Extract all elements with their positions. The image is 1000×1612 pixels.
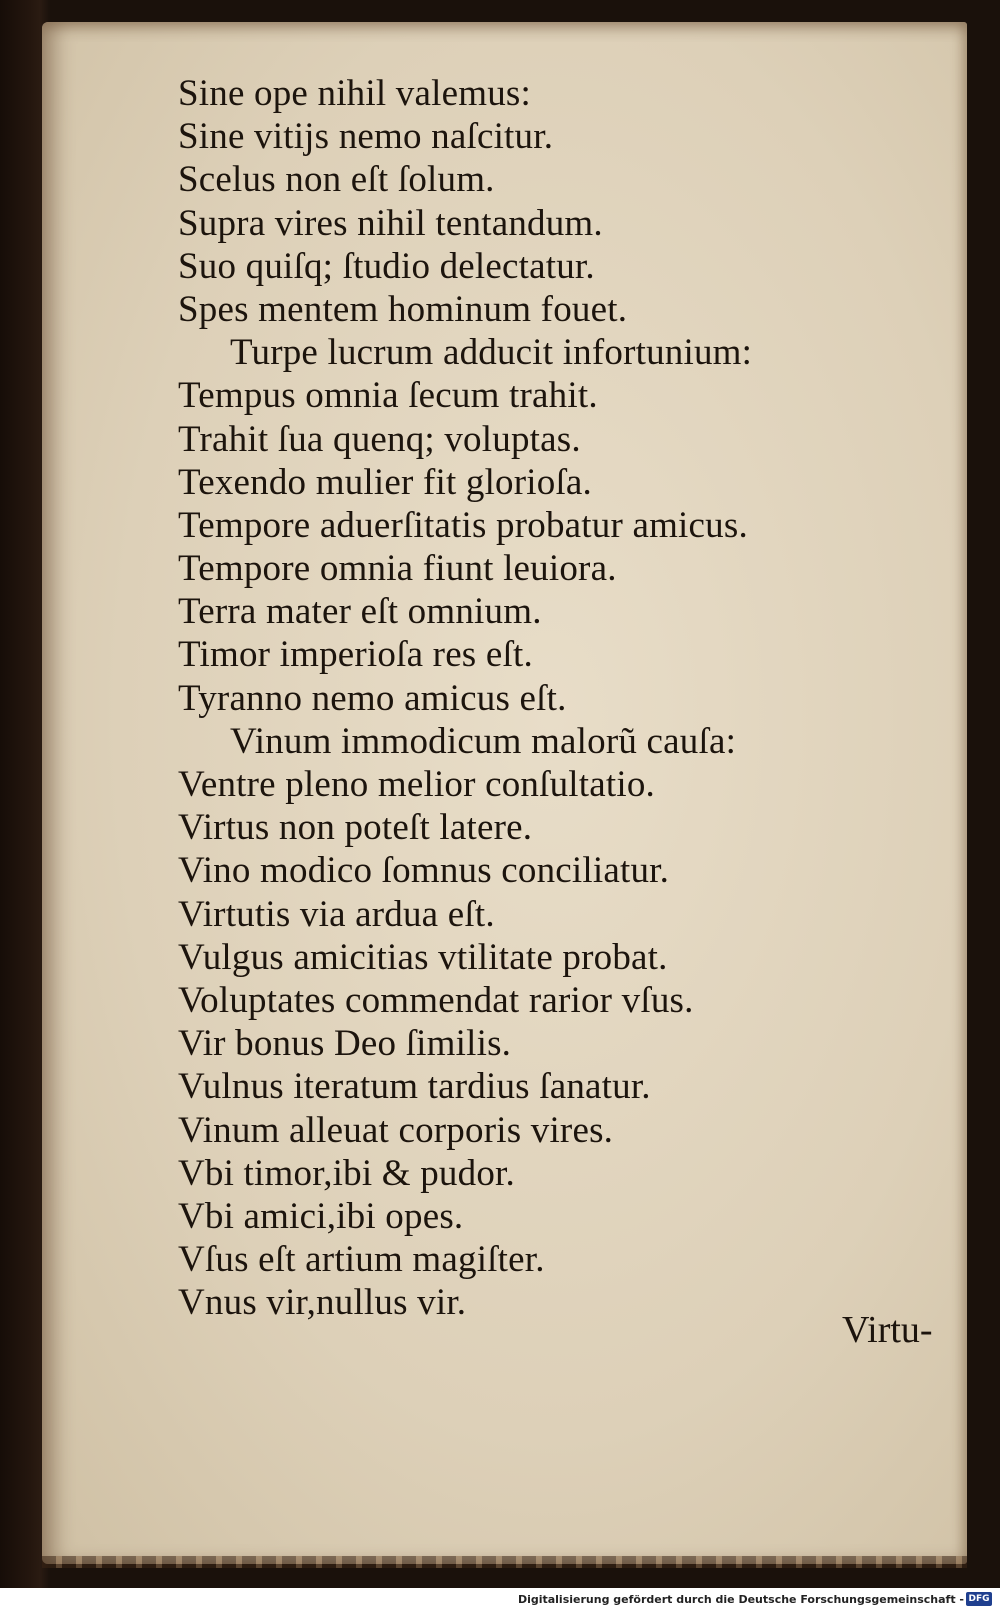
text-line: Virtus non poteſt latere. <box>178 807 533 849</box>
text-line: Vinum alleuat corporis vires. <box>178 1109 614 1151</box>
text-line: Vir bonus Deo ſimilis. <box>178 1023 512 1065</box>
text-line: Sine ope nihil valemus: <box>178 73 531 114</box>
text-line: Virtutis via ardua eſt. <box>178 893 495 935</box>
section-heading-line: Vinum immodicum malorũ cauſa: <box>230 720 737 762</box>
text-line: Texendo mulier fit glorioſa. <box>178 461 593 503</box>
text-line: Vbi amici,ibi opes. <box>178 1195 464 1237</box>
catchword: Virtu- <box>842 1309 933 1351</box>
text-block <box>178 72 898 1324</box>
text-line: Vſus eſt artium magiſter. <box>178 1239 545 1281</box>
text-line: Scelus non eſt ſolum. <box>178 159 495 201</box>
text-line: Ventre pleno melior conſultatio. <box>178 764 655 805</box>
text-line: Tempore aduerſitatis probatur amicus. <box>178 504 748 546</box>
text-line: Trahit ſua quenq; voluptas. <box>178 418 581 460</box>
text-line: Tempore omnia fiunt leuiora. <box>178 548 617 590</box>
text-line: Terra mater eſt omnium. <box>178 591 542 633</box>
text-line: Tempus omnia ſecum trahit. <box>178 375 598 417</box>
text-line: Timor imperioſa res eſt. <box>178 634 533 676</box>
digitization-credit: Digitalisierung gefördert durch die Deutsche Forschungsgemeinschaft - <box>517 1593 964 1606</box>
text-line: Spes mentem hominum fouet. <box>178 288 628 330</box>
text-line: Vulgus amicitias vtilitate probat. <box>178 936 668 978</box>
text-line: Vino modico ſomnus conciliatur. <box>178 850 670 892</box>
dfg-logo: DFG <box>966 1592 992 1606</box>
text-line: Tyranno nemo amicus eſt. <box>178 677 567 719</box>
text-line: Vnus vir,nullus vir. <box>178 1282 467 1324</box>
text-line: Sine vitijs nemo naſcitur. <box>178 116 554 158</box>
text-line: Vbi timor,ibi & pudor. <box>178 1152 515 1194</box>
text-line: Voluptates commendat rarior vſus. <box>178 979 694 1021</box>
text-line: Vulnus iteratum tardius ſanatur. <box>178 1066 651 1108</box>
text-line: Suo quiſq; ſtudio delectatur. <box>178 245 595 287</box>
page-edge <box>42 1556 967 1568</box>
text-line: Supra vires nihil tentandum. <box>178 202 603 244</box>
section-heading-line: Turpe lucrum adducit infortunium: <box>230 332 753 374</box>
